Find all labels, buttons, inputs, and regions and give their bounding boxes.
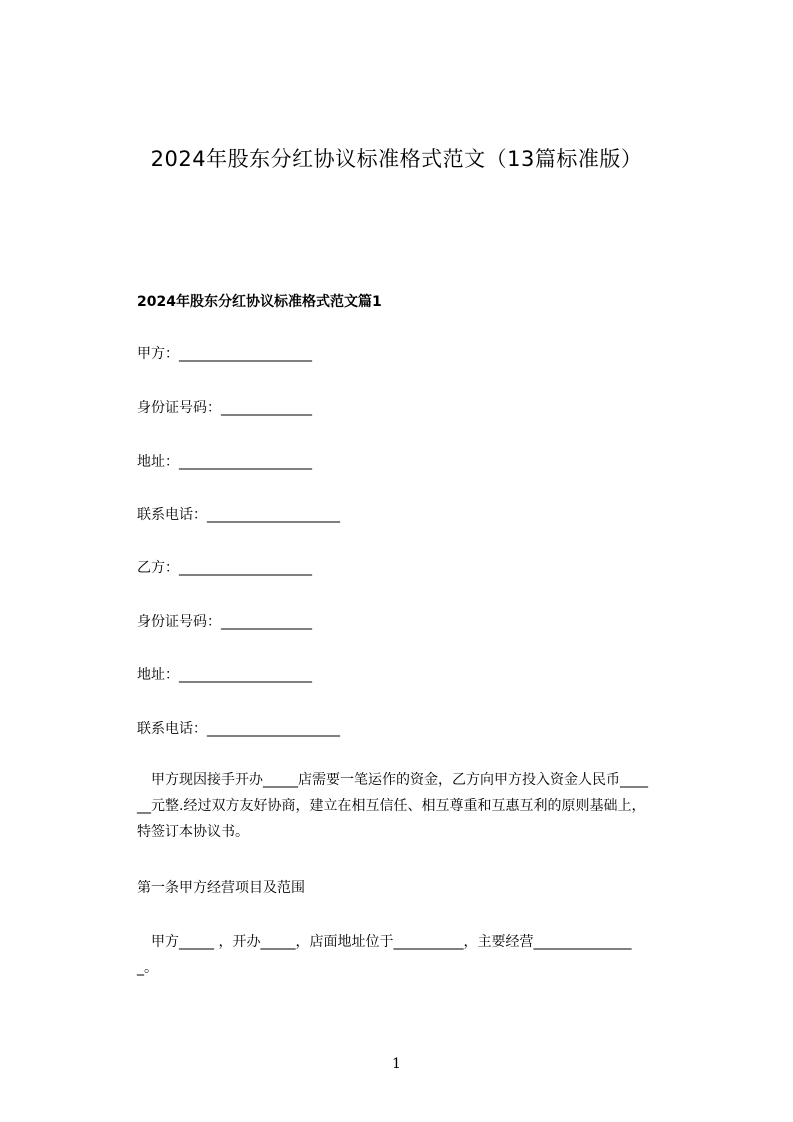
intro-line: 甲方现因接手开办_____店需要一笔运作的资金，乙方向甲方投入资金人民币____ <box>137 772 648 788</box>
party-a-address-label: 地址： <box>137 454 179 470</box>
party-a-id-blank: _____________ <box>221 400 312 416</box>
party-a-phone-field <box>137 505 340 525</box>
party-b-id-label: 身份证号码： <box>137 614 221 630</box>
party-a-id-field <box>137 398 312 418</box>
party-a-id-label: 身份证号码： <box>137 400 221 416</box>
intro-paragraph <box>137 767 703 845</box>
party-a-label: 甲方： <box>137 346 179 362</box>
party-a-phone-blank: ___________________ <box>207 507 340 523</box>
party-b-phone-label: 联系电话： <box>137 721 207 737</box>
document-title: 2024年股东分红协议标准格式范文（13篇标准版） <box>150 147 643 171</box>
party-b-address-label: 地址： <box>137 667 179 683</box>
party-b-label: 乙方： <box>137 560 179 576</box>
clause-line: 甲方_____ ，开办_____，店面地址位于__________，主要经营______________ <box>137 934 632 950</box>
clause-title: 第一条甲方经营项目及范围 <box>137 880 305 896</box>
party-a-address-field <box>137 452 312 472</box>
intro-line: 特签订本协议书。 <box>137 824 249 840</box>
party-b-address-field <box>137 665 312 685</box>
party-a-field <box>137 344 312 364</box>
party-b-blank: ___________________ <box>179 560 312 576</box>
party-b-phone-field <box>137 719 340 739</box>
party-b-address-blank: ___________________ <box>179 667 312 683</box>
party-b-id-blank: _____________ <box>221 614 312 630</box>
party-b-field <box>137 558 312 578</box>
clause-paragraph <box>137 929 703 981</box>
intro-line: __元整.经过双方友好协商，建立在相互信任、相互尊重和互惠互利的原则基础上， <box>137 798 646 814</box>
section-heading: 2024年股东分红协议标准格式范文篇1 <box>137 294 382 310</box>
party-b-phone-blank: ___________________ <box>207 721 340 737</box>
party-a-address-blank: ___________________ <box>179 454 312 470</box>
page-number: 1 <box>392 1056 401 1072</box>
party-a-phone-label: 联系电话： <box>137 507 207 523</box>
clause-line: _。 <box>137 960 158 976</box>
party-b-id-field <box>137 612 312 632</box>
party-a-blank: ___________________ <box>179 346 312 362</box>
